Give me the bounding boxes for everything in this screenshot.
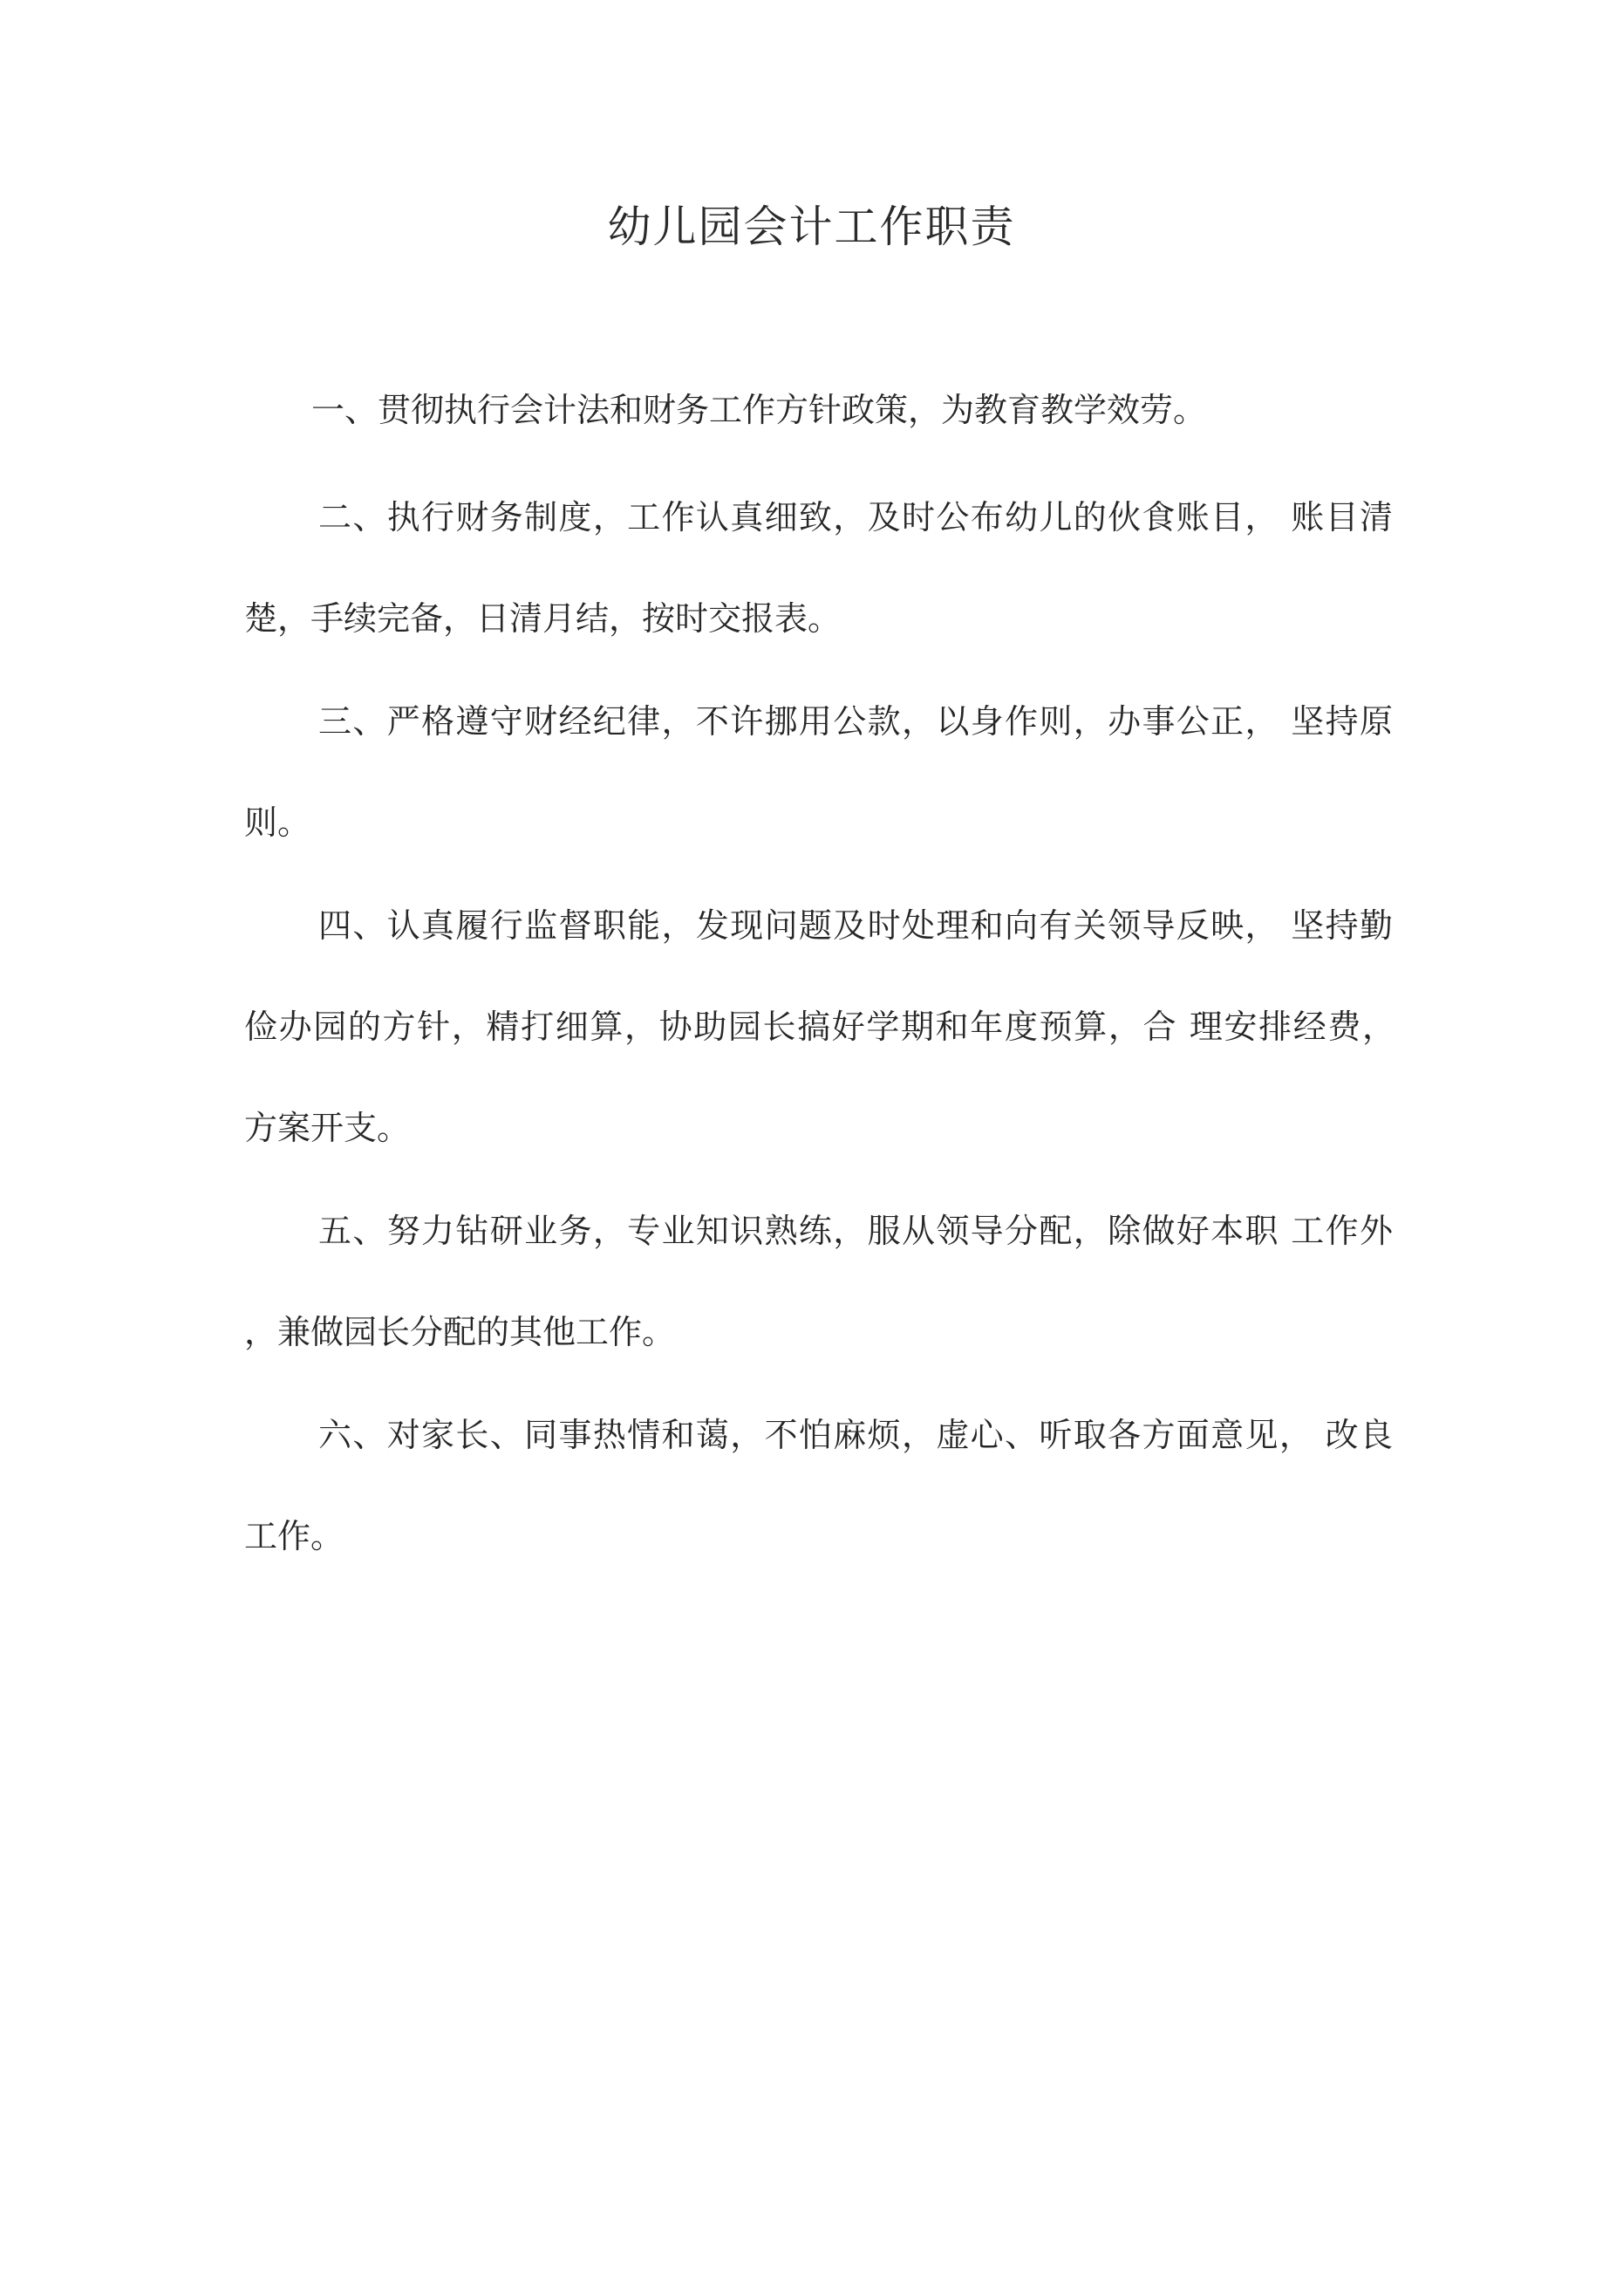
paragraph-6-line-1: 六、对家长、同事热情和蔼，不怕麻烦，虚心、听取各方面意见， 改良 — [318, 1416, 1393, 1454]
document-title: 幼儿园会计工作职责 — [607, 202, 1016, 252]
paragraph-5-line-2: ，兼做园长分配的其他工作。 — [244, 1313, 676, 1351]
paragraph-5-line-1: 五、努力钻研业务，专业知识熟练，服从领导分配，除做好本职 工作外 — [318, 1212, 1393, 1250]
paragraph-4-line-3: 方案开支。 — [244, 1109, 411, 1147]
paragraph-6-line-2: 工作。 — [244, 1517, 344, 1555]
paragraph-4-line-1: 四、认真履行监督职能，发现问题及时处理和向有关领导反映， 坚持勤 — [318, 906, 1393, 945]
paragraph-3-line-2: 则。 — [244, 803, 311, 842]
paragraph-3-line-1: 三、严格遵守财经纪律，不许挪用公款，以身作则，办事公正， 坚持原 — [318, 702, 1393, 741]
paragraph-2-line-2: 楚，手续完备，日清月结，按时交报表。 — [244, 599, 842, 638]
paragraph-2-line-1: 二、执行财务制度，工作认真细致，及时公布幼儿的伙食账目， 账目清 — [318, 498, 1393, 536]
paragraph-4-line-2: 俭办园的方针，精打细算，协助园长搞好学期和年度预算，合 理安排经费， — [244, 1008, 1395, 1046]
paragraph-1-line-1: 一、贯彻执行会计法和财务工作方针政策，为教育教学效劳。 — [311, 391, 1207, 429]
